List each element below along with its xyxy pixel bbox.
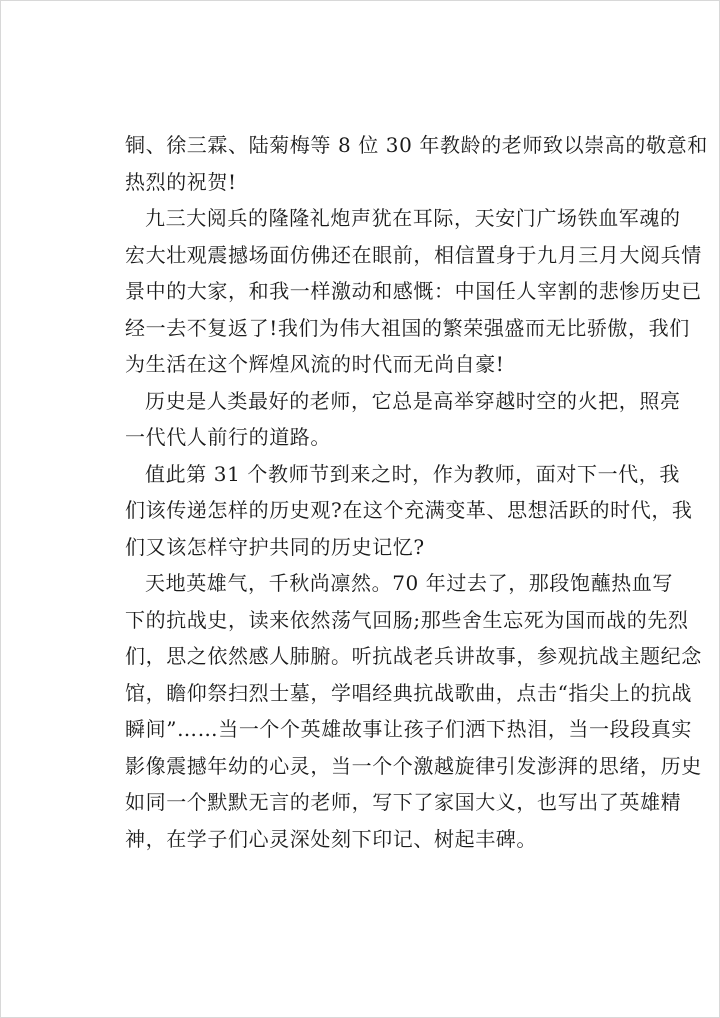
text-line: 神，在学子们心灵深处刻下印记、树起丰碑。 xyxy=(125,826,537,851)
text-line: 宏大壮观震撼场面仿佛还在眼前，相信置身于九月三月大阅兵情 xyxy=(125,242,702,267)
text-line: 一代代人前行的道路。 xyxy=(125,425,331,449)
text-line: 天地英雄气，千秋尚凛然。70 年过去了，那段饱蘸热血写 xyxy=(145,571,674,595)
text-line: 九三大阅兵的隆隆礼炮声犹在耳际，天安门广场铁血军魂的 xyxy=(145,206,681,230)
text-line: 们，思之依然感人肺腑。听抗战老兵讲故事，参观抗战主题纪念 xyxy=(125,644,702,668)
document-body xyxy=(125,127,708,857)
paragraph-parade xyxy=(125,200,702,383)
text-line: 如同一个默默无言的老师，写下了家国大义，也写出了英雄精 xyxy=(125,790,682,814)
text-line: 景中的大家，和我一样激动和感慨：中国任人宰割的悲惨历史已 xyxy=(125,279,702,303)
paragraph-heroes xyxy=(125,565,702,857)
text-line: 们该传递怎样的历史观?在这个充满变革、思想活跃的时代，我 xyxy=(125,498,693,522)
text-line: 们又该怎样守护共同的历史记忆? xyxy=(125,534,425,559)
text-line: 值此第 31 个教师节到来之时，作为教师，面对下一代，我 xyxy=(145,461,680,486)
text-line: 影像震撼年幼的心灵，当一个个激越旋律引发澎湃的思绪，历史 xyxy=(125,753,702,778)
text-line: 为生活在这个辉煌风流的时代而无尚自豪! xyxy=(125,352,505,376)
text-line: 铜、徐三霖、陆菊梅等 8 位 30 年教龄的老师致以崇高的敬意和 xyxy=(125,133,708,157)
text-line: 热烈的祝贺! xyxy=(125,169,237,194)
paragraph-congratulations xyxy=(125,127,708,200)
text-line: 经一去不复返了!我们为伟大祖国的繁荣强盛而无比骄傲，我们 xyxy=(125,315,690,340)
text-line: 历史是人类最好的老师，它总是高举穿越时空的火把，照亮 xyxy=(145,388,681,413)
paragraph-teachers-day xyxy=(125,456,693,566)
text-line: 馆，瞻仰祭扫烈士墓，学唱经典抗战歌曲，点击“指尖上的抗战 xyxy=(125,680,693,705)
text-line: 下的抗战史，读来依然荡气回肠;那些舍生忘死为国而战的先烈 xyxy=(125,607,689,632)
paragraph-history-teacher xyxy=(125,383,681,456)
text-line: 瞬间”……当一个个英雄故事让孩子们洒下热泪，当一段段真实 xyxy=(125,717,693,741)
